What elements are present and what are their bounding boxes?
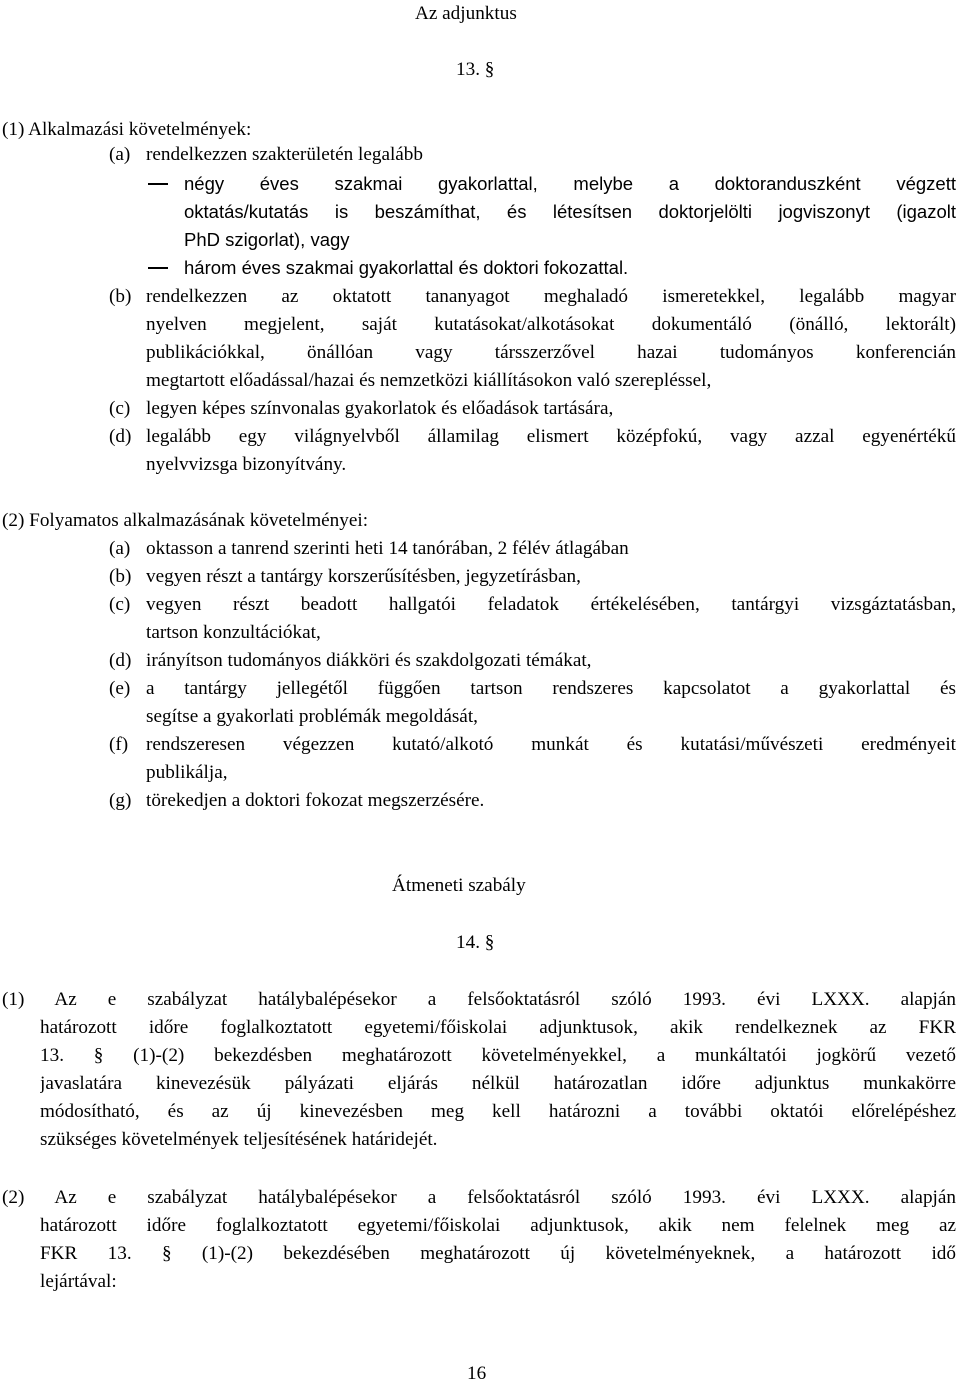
- s13-d-line1: legalább egy világnyelvből államilag elismert középfokú, vagy azzal egyenértékű: [146, 426, 956, 447]
- s13-c-text: legyen képes színvonalas gyakorlatok és előadások tartására,: [146, 398, 614, 419]
- p2-item-line: vegyen részt beadott hallgatói feladatok értékelésében, tantárgyi vizsgáztatásban,: [146, 594, 956, 615]
- p2-item-label: (b): [109, 566, 132, 587]
- s13-b-line2: nyelven megjelent, saját kutatásokat/alkotásokat dokumentáló (önálló, lektorált): [146, 314, 956, 335]
- p2-item-label: (a): [109, 538, 131, 559]
- s13-d-line2: nyelvvizsga bizonyítvány.: [146, 454, 347, 475]
- p2-item-line: törekedjen a doktori fokozat megszerzésére.: [146, 790, 485, 811]
- s14-p1-line: (1) Az e szabályzat hatálybalépésekor a felsőoktatásról szóló 1993. évi LXXX. alapján: [2, 989, 956, 1010]
- section-14-heading: 14. §: [456, 932, 495, 953]
- s14-p2-line: határozott időre foglalkoztatott egyetemi/főiskolai adjunktusok, akik nem felelnek meg az: [40, 1215, 956, 1236]
- p2-item-line: oktasson a tanrend szerinti heti 14 tanórában, 2 félév átlagában: [146, 538, 629, 559]
- bullet-dash: [148, 267, 168, 269]
- s14-p2-line: FKR 13. § (1)-(2) bekezdésében meghatározott új követelményeknek, a határozott idő: [40, 1243, 956, 1264]
- s13-b-line4: megtartott előadással/hazai és nemzetközi kiállításokon való szerepléssel,: [146, 370, 712, 391]
- section-13-heading: 13. §: [456, 59, 495, 80]
- p2-item-line: publikálja,: [146, 762, 228, 783]
- s13-p1-heading: (1) Alkalmazási követelmények:: [2, 119, 252, 140]
- transition-title: Átmeneti szabály: [392, 875, 526, 896]
- p2-item-line: tartson konzultációkat,: [146, 622, 321, 643]
- s13-b-line3: publikációkkal, önállóan vagy társszerzővel hazai tudományos konferencián: [146, 342, 956, 363]
- s13-a-label: (a): [109, 144, 131, 165]
- s13-c-label: (c): [109, 398, 131, 419]
- s14-p1-line: javaslatára kinevezésük pályázati eljárás nélkül határozatlan időre adjunktus munkakörre: [40, 1073, 956, 1094]
- s13-a-text: rendelkezzen szakterületén legalább: [146, 144, 423, 165]
- s13-b-label: (b): [109, 286, 132, 307]
- p2-item-label: (c): [109, 594, 131, 615]
- s13-b-line1: rendelkezzen az oktatott tananyagot meghaladó ismeretekkel, legalább magyar: [146, 286, 956, 307]
- p2-item-line: vegyen részt a tantárgy korszerűsítésben, jegyzetírásban,: [146, 566, 581, 587]
- s14-p1-line: módosítható, és az új kinevezésben meg kell határozni a további oktatói előrelépéshez: [40, 1101, 956, 1122]
- s13-p2-heading: (2) Folyamatos alkalmazásának követelményei:: [2, 510, 369, 531]
- s14-p1-line: határozott időre foglalkoztatott egyetemi/főiskolai adjunktusok, akik rendelkeznek az FKR: [40, 1017, 956, 1038]
- bullet-dash: [148, 183, 168, 185]
- dash1-line2: oktatás/kutatás is beszámíthat, és létesítsen doktorjelölti jogviszonyt (igazolt: [184, 201, 956, 222]
- s13-d-label: (d): [109, 426, 132, 447]
- s14-p1-line: szükséges követelmények teljesítésének határidejét.: [40, 1129, 438, 1150]
- page-number: 16: [467, 1363, 487, 1384]
- dash2-text: három éves szakmai gyakorlattal és doktori fokozattal.: [184, 257, 629, 278]
- dash1-line1: négy éves szakmai gyakorlattal, melybe a doktoranduszként végzett: [184, 173, 956, 194]
- p2-item-label: (g): [109, 790, 132, 811]
- p2-item-line: rendszeresen végezzen kutató/alkotó munkát és kutatási/művészeti eredményeit: [146, 734, 956, 755]
- p2-item-line: irányítson tudományos diákköri és szakdolgozati témákat,: [146, 650, 592, 671]
- s14-p1-line: 13. § (1)-(2) bekezdésben meghatározott követelményekkel, a munkáltatói jogkörű vezető: [40, 1045, 956, 1066]
- p2-item-label: (f): [109, 734, 129, 755]
- p2-item-label: (d): [109, 650, 132, 671]
- s14-p2-line: (2) Az e szabályzat hatálybalépésekor a felsőoktatásról szóló 1993. évi LXXX. alapján: [2, 1187, 956, 1208]
- s14-p2-line: lejártával:: [40, 1271, 117, 1292]
- dash1-line3: PhD szigorlat), vagy: [184, 229, 350, 250]
- chapter-title: Az adjunktus: [415, 3, 517, 24]
- p2-item-line: a tantárgy jellegétől függően tartson rendszeres kapcsolatot a gyakorlattal és: [146, 678, 956, 699]
- p2-item-line: segítse a gyakorlati problémák megoldását,: [146, 706, 478, 727]
- p2-item-label: (e): [109, 678, 131, 699]
